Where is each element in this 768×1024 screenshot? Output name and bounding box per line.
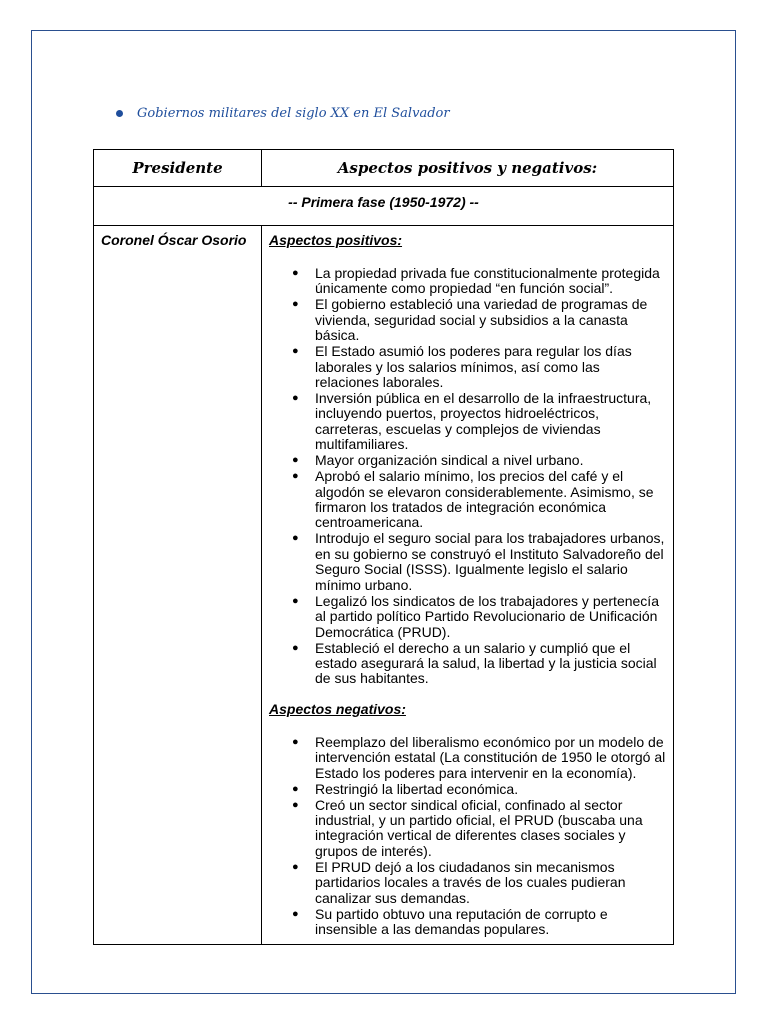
president-name: Coronel Óscar Osorio (94, 226, 262, 945)
list-item: ● Introdujo el seguro social para los trabajadores urbanos, en su gobierno se construyó el Instituto Salvadoreño del Seguro Social (ISSS). Igualmente legislo el salario mínimo urbano. (315, 531, 667, 593)
governments-table (93, 149, 674, 945)
list-item: ● El Estado asumió los poderes para regular los días laborales y los salarios mínimos, así como las relaciones laborales. (315, 344, 667, 390)
list-item: ● Creó un sector sindical oficial, confinado al sector industrial, y un partido oficial, el PRUD (buscaba una integración vertical de diferentes clases sociales y grupos de interés). (315, 798, 667, 860)
positive-list (269, 266, 667, 687)
table-row (94, 226, 674, 945)
phase-label: -- Primera fase (1950-1972) -- (94, 187, 674, 226)
header-president: Presidente (94, 150, 262, 187)
list-item: ● Restringió la libertad económica. (315, 782, 667, 797)
list-item: ● Su partido obtuvo una reputación de corrupto e insensible a las demandas populares. (315, 907, 667, 938)
list-item: ● La propiedad privada fue constitucionalmente protegida únicamente como propiedad “en función social”. (315, 266, 667, 297)
list-item: ● El gobierno estableció una variedad de programas de vivienda, seguridad social y subsidios a la canasta básica. (315, 297, 667, 343)
list-item: ● Reemplazo del liberalismo económico por un modelo de intervención estatal (La constitución de 1950 le otorgó al Estado los poderes para intervenir en la economía). (315, 735, 667, 781)
header-aspects: Aspectos positivos y negativos: (262, 150, 674, 187)
positive-title: Aspectos positivos: (269, 232, 403, 248)
negative-list (269, 735, 667, 938)
table-header-row (94, 150, 674, 187)
aspects-cell (262, 226, 674, 945)
list-item: ● Aprobó el salario mínimo, los precios del café y el algodón se elevaron considerablemente. Asimismo, se firmaron los tratados de integración económica centroamericana. (315, 469, 667, 531)
list-item: ● Legalizó los sindicatos de los trabajadores y pertenecía al partido político Partido Revolucionario de Unificación Democrática (PRUD). (315, 594, 667, 640)
section-heading (116, 106, 450, 121)
negative-title: Aspectos negativos: (269, 700, 406, 717)
list-item: ● Inversión pública en el desarrollo de la infraestructura, incluyendo puertos, proyectos hidroeléctricos, carreteras, escuelas y complejos de viviendas multifamiliares. (315, 391, 667, 453)
heading-text: Gobiernos militares del siglo XX en El Salvador (137, 106, 450, 121)
list-item: ● Estableció el derecho a un salario y cumplió que el estado asegurará la salud, la libertad y la justicia social de sus habitantes. (315, 641, 667, 687)
list-item: ● Mayor organización sindical a nivel urbano. (315, 453, 667, 468)
phase-row (94, 187, 674, 226)
list-item: ● El PRUD dejó a los ciudadanos sin mecanismos partidarios locales a través de los cuales pudieran canalizar sus demandas. (315, 860, 667, 906)
bullet-icon (116, 110, 123, 117)
